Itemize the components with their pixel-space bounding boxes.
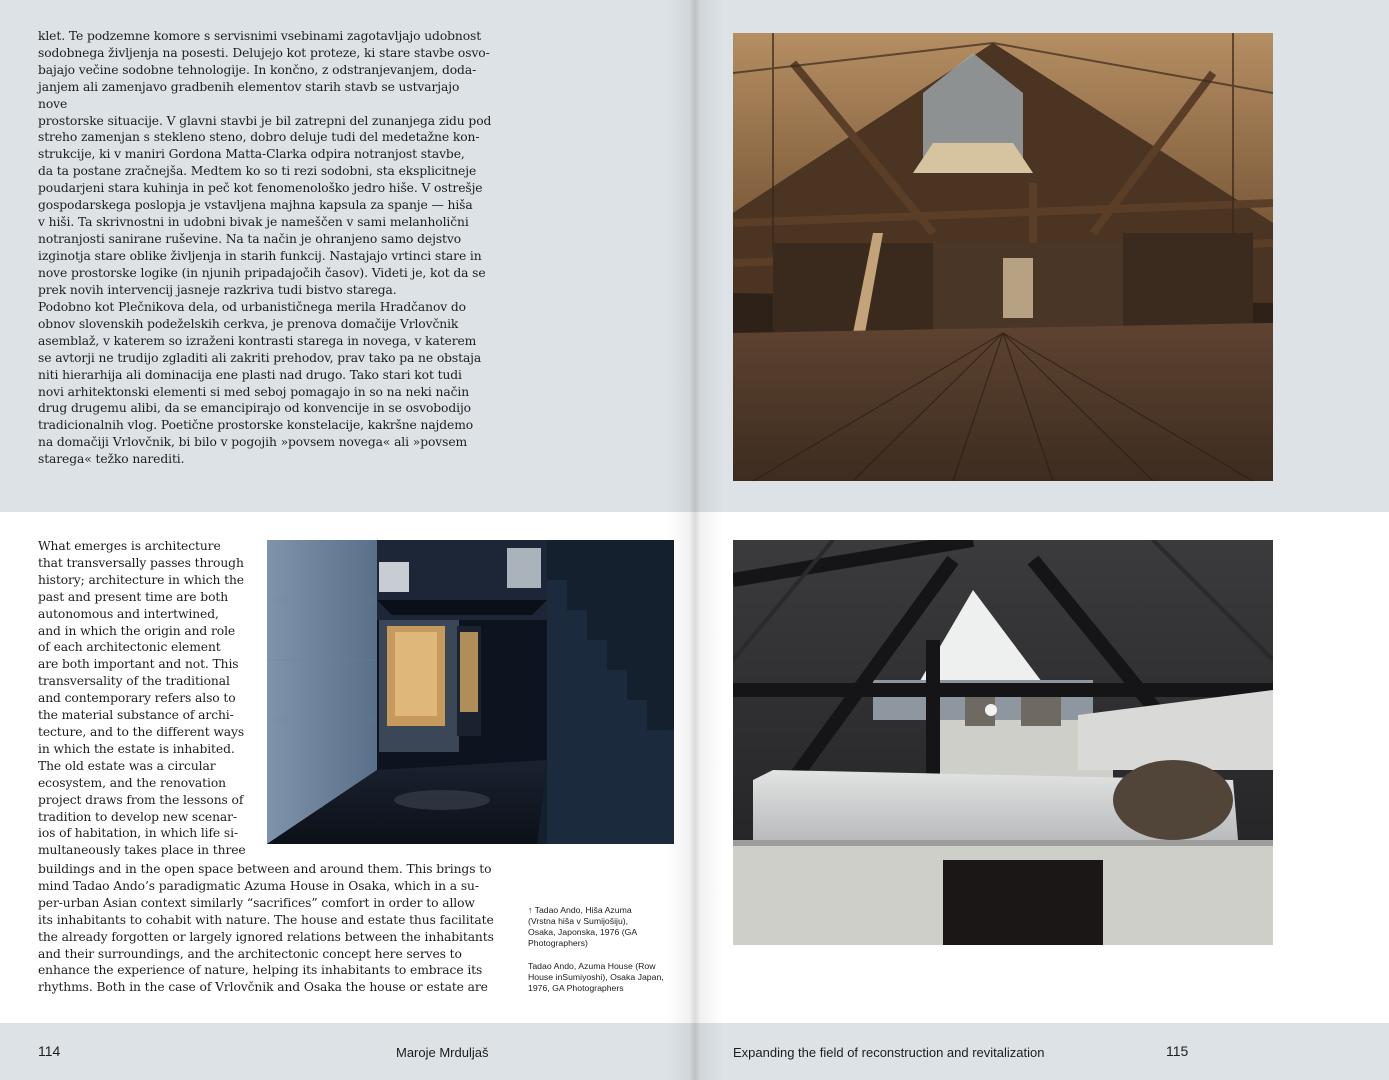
body-paragraph-slovene-1: klet. Te podzemne komore s servisnimi vsebinami zagotavljajo udobnost sodobnega življenja na posesti. Delujejo kot proteze, ki stare stavbe osvo- bajajo večine sodobne tehnologije. In končno, z odstranjevanjem, doda- janjem ali zamenjavo gradbenih elementov starih stavb se ustvarjajo nove prostorske situacije. V glavni stavbi je bil zatrepni del zunanjega zidu pod streho zamenjan s stekleno steno, dobro deluje tudi del medetažne kon- strukcije, ki v maniri Gordona Matta-Clarka odpira notranjost stavbe, da ta postane zračnejša. Medtem ko so ti rezi sodobni, sta eksplicitneje poudarjeni stara kuhinja in peč kot fenomenološko jedro hiše. V ostrešje gospodarskega poslopja je vstavljena majhna kapsula za spanje — hiša v hiši. Ta skrivnostni in udobni bivak je nameščen v sami melanholični notranjosti sanirane ruševine. Na ta način je ohranjeno samo dejstvo izginotja stare oblike življenja in starih funkcij. Nastajajo vrtinci stare in nove prostorske logike (in njunih pripadajočih časov). Videti je, kot da se prek novih intervencij jasneje razkriva tudi bistvo starega. — [38, 29, 492, 297]
body-paragraph-english-wide: buildings and in the open space between and around them. This brings to mind Tadao Ando’s paradigmatic Azuma House in Osaka, which in a su- per-urban Asian context similarly “sacrifices” comfort in order to allow its inhabitants to cohabit with nature. The house and estate thus facilitate the already forgotten or largely ignored relations between the inhabitants and their surroundings, and the architectonic concept here serves to enhance the experience of nature, helping its inhabitants to embrace its rhythms. Both in the case of Vrlovčnik and Osaka the house or estate are — [38, 862, 494, 995]
running-title: Expanding the field of reconstruction and revitalization — [733, 1045, 1045, 1060]
photo-azuma-house — [267, 540, 674, 844]
photo-caption-english: Tadao Ando, Azuma House (Row House inSumiyoshi), Osaka Japan, 1976, GA Photographers — [528, 961, 664, 993]
body-paragraph-slovene-2: Podobno kot Plečnikova dela, od urbanističnega merila Hradčanov do obnov slovenskih podeželskih cerkva, je prenova domačije Vrlovčnik asemblaž, v katerem so izraženi kontrasti starega in novega, v katerem se avtorji ne trudijo zgladiti ali zakriti prehodov, prav tako pa ne obstaja niti hierarhija ali dominacija ene plasti nad drugo. Tako stari kot tudi novi arhitektonski elementi si med seboj pomagajo in so na neki način drug drugemu alibi, da se emancipirajo od konvencije in se osvobodijo tradicionalnih vlog. Poetične prostorske konstelacije, kakršne najdemo na domačiji Vrlovčnik, bi bilo v pogojih »povsem novega« ali »povsem starega« težko narediti. — [38, 300, 482, 467]
photo-caption-slovene: ↑ Tadao Ando, Hiša Azuma (Vrstna hiša v Sumijošiju), Osaka, Japonska, 1976 (GA Photographers) — [528, 905, 638, 948]
book-gutter-shadow — [666, 0, 724, 1080]
page-number-left: 114 — [38, 1043, 61, 1059]
body-paragraph-english-narrow: What emerges is architecture that transversally passes through history; architecture in which the past and present time are both autonomous and intertwined, and in which the origin and role of each architectonic element are both important and not. This transversality of the traditional and contemporary refers also to the material substance of archi- tecture, and to the different ways in which the estate is inhabited. The old estate was a circular ecosystem, and the renovation project draws from the lessons of tradition to develop new scenar- ios of habitation, in which life si- multaneously takes place in three — [38, 539, 246, 858]
page-number-right: 115 — [1166, 1043, 1189, 1059]
running-author: Maroje Mrduljaš — [396, 1045, 489, 1060]
photo-barn-interior — [733, 33, 1273, 481]
photo-attic-capsule — [733, 540, 1273, 945]
